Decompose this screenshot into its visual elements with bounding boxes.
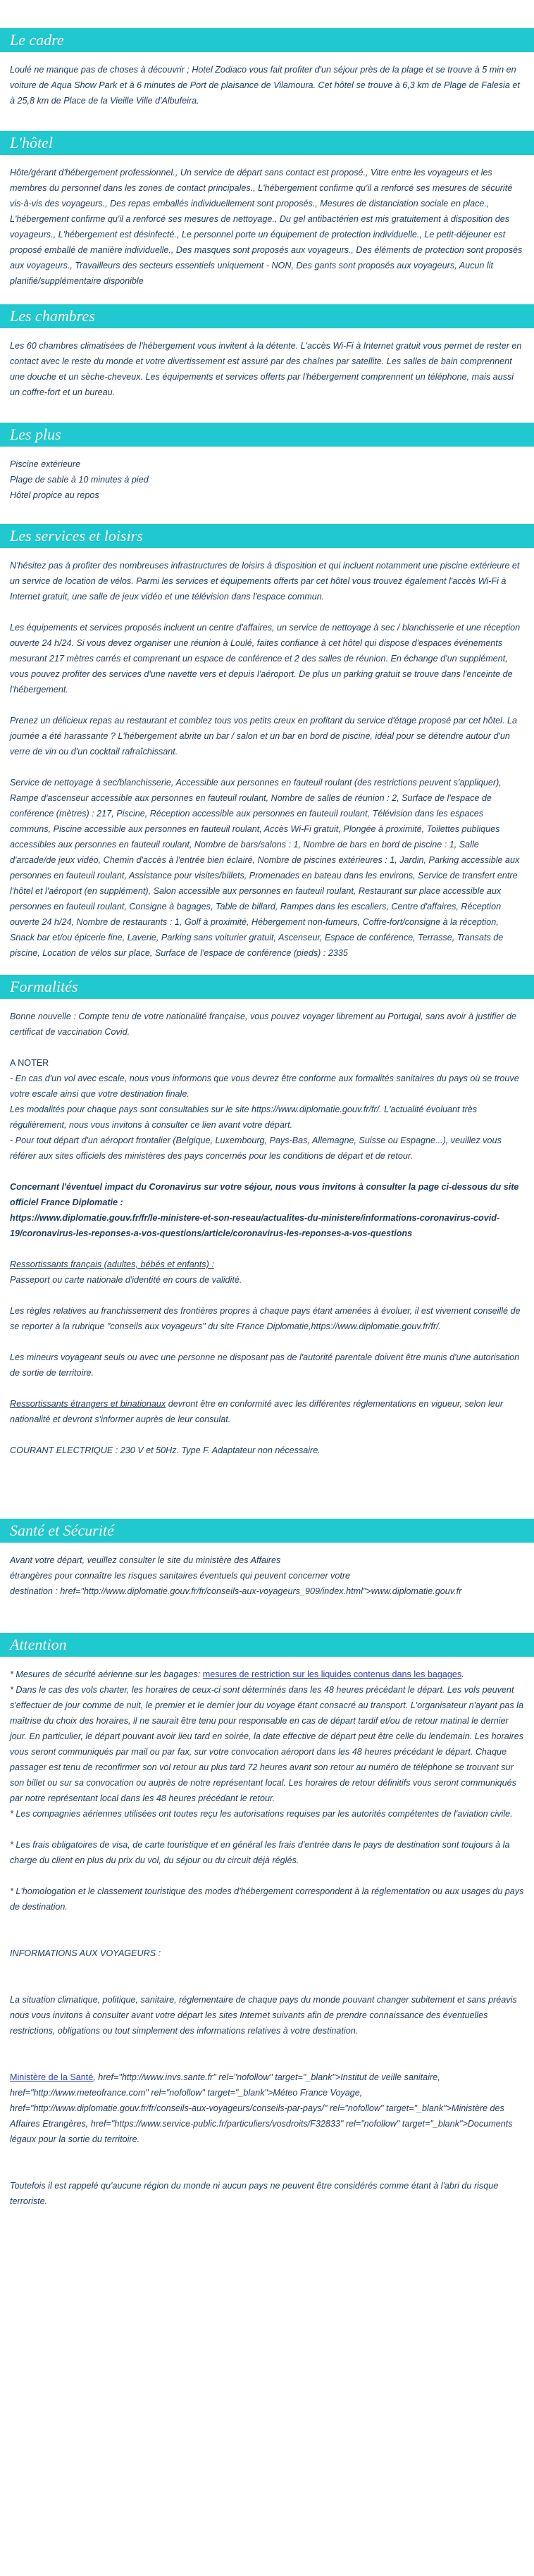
section-header-services: Les services et loisirs (0, 524, 534, 548)
mineurs-notice: Les mineurs voyageant seuls ou avec une personne ne disposant pas de l'autorité parentale doivent être munis d'une autorisation de sortie de territoire. (10, 1352, 520, 1378)
section-header-hotel: L'hôtel (0, 131, 534, 155)
ressortissants-francais-title: Ressortissants français (adultes, bébés et enfants) : (10, 1259, 214, 1269)
plus-item: Plage de sable à 10 minutes à pied (10, 475, 149, 485)
plus-item: Hôtel propice au repos (10, 490, 99, 500)
ministere-sante-link[interactable]: Ministère de la Santé (10, 2072, 94, 2082)
section-header-cadre: Le cadre (0, 28, 534, 52)
formalites-intro: Bonne nouvelle : Compte tenu de votre nationalité française, vous pouvez voyager librement au Portugal, sans avoir à justifier de certificat de vaccination Covid. (10, 1012, 516, 1037)
plus-item: Piscine extérieure (10, 459, 81, 469)
infos-voyageurs-title: INFORMATIONS AUX VOYAGEURS : (10, 1948, 161, 1958)
liens-utiles: Ministère de la Santé, href="http://www.invs.sante.fr" rel="nofollow" target="_blank">Institut de veille sanitaire, href="http://www.meteofrance.com" rel="nofollow" target="_blank">Méteo France Voyage, href="http://www.diplomatie.gouv.fr/fr/conseils-aux-voyageurs/conseils-par-pays/" rel="nofollow" target="_blank">Ministère des Affaires Etrangères, href="https://www.service-public.fr/particuliers/vosdroits/F32833" rel="nofollow" target="_blank">Documents légaux pour la sortie du territoire. (10, 2072, 513, 2144)
ressortissants-etrangers-text: devront être en conformité avec les différentes réglementations en vigueur, selon leur nationalité et devront s'informer auprès de leur consulat. (10, 1399, 504, 1424)
hotel-text: Hôte/gérant d'hébergement professionnel., Un service de départ sans contact est proposé., Vitre entre les voyageurs et les membres du personnel dans les zones de contact principales., L'hébergement confirme qu'il a renforcé ses mesures de sécurité vis-à-vis des voyageurs., Des repas emballés individuellement sont proposés., Mesures de distanciation sociale en place., L'hébergement confirme qu'il a renforcé ses mesures de nettoyage., Du gel antibactérien est mis gratuitement à disposition des voyageurs., L'hébergement est désinfecté., Le personnel porte un équipement de protection individuelle., Le petit-déjeuner est proposé emballé de manière individuelle., Des masques sont proposés aux voyageurs., Des éléments de protection sont proposés aux voyageurs., Travailleurs des secteurs essentiels uniquement - NON, Des gants sont proposés aux voyageurs, Aucun lit planifié/supplémentaire disponible (10, 168, 523, 286)
section-header-attention: Attention (0, 1633, 534, 1657)
chambres-text: Les 60 chambres climatisées de l'hébergement vous invitent à la détente. L'accès Wi-Fi à Internet gratuit vous permet de rester en contact avec le reste du monde et votre divertissement est assuré par des chaînes par satellite. Les salles de bain comprennent une douche et un sèche-cheveux. Les équipements et services offerts par l'hébergement comprennent un téléphone, mais aussi un coffre-fort et un bureau. (10, 341, 522, 397)
regles-frontieres: Les règles relatives au franchissement des frontières propres à chaque pays étant amenées à évoluer, il est vivement conseillé de se reporter à la rubrique "conseils aux voyageurs" du site France Diplomatie,https://www.diplomatie.gouv.fr/fr/. (10, 1306, 521, 1331)
section-header-chambres: Les chambres (0, 304, 534, 328)
section-cadre (0, 28, 534, 108)
ressortissants-etrangers-title: Ressortissants étrangers et binationaux (10, 1399, 166, 1409)
ressortissants-etrangers (10, 1396, 524, 1427)
section-hotel (0, 131, 534, 289)
section-sante (0, 1519, 534, 1599)
a-noter-item-1: - En cas d'un vol avec escale, nous vous informons que vous devrez être conforme aux formalités sanitaires du pays où se trouve votre escale ainsi que votre destination finale. (10, 1074, 519, 1099)
services-paragraph-3: Prenez un délicieux repas au restaurant et comblez tous vos petits creux en profitant du service d'étage proposé par cet hôtel. La journée a été harassante ? L'hébergement abrite un bar / salon et un bar en bord de piscine, idéal pour se détendre autour d'un verre de vin ou d'un cocktail rafraîchissant. (10, 716, 517, 757)
section-formalites (0, 975, 534, 1458)
a-noter-item-2: Les modalités pour chaque pays sont consultables sur le site https://www.diplomatie.gouv.fr/fr/. L'actualité évoluant très régulièrement, nous vous invitons à consulter ce lien avant votre départ. (10, 1105, 477, 1130)
bagages-notice: * Mesures de sécurité aérienne sur les bagages: mesures de restriction sur les liquides contenus dans les bagages. (10, 1669, 464, 1679)
frais-notice: * Les frais obligatoires de visa, de carte touristique et en général les frais d'entrée dans le pays de destination sont toujours à la charge du client en plus du prix du vol, du séjour ou du circuit déjà réglés. (10, 1840, 510, 1865)
terrorisme-notice: Toutefois il est rappelé qu'aucune région du monde ni aucun pays ne peuvent être considérés comme étant à l'abri du risque terroriste. (10, 2181, 499, 2206)
coronavirus-notice: Concernant l'éventuel impact du Coronavirus sur votre séjour, nous vous invitons à consulter la page ci-dessous du site officiel France Diplomatie : https://www.diplomatie.gouv.fr/fr/le-ministere-et-son-reseau/actualites-du-ministere/informations-coronavirus-covid-19/coronavirus-les-reponses-a-vos-questions/article/coronavirus-les-reponses-a-vos-questions (10, 1182, 519, 1238)
courant-electrique: COURANT ELECTRIQUE : 230 V et 50Hz. Type F. Adaptateur non nécessaire. (10, 1445, 321, 1455)
compagnies-notice: * Les compagnies aériennes utilisées ont toutes reçu les autorisations requises par les autorités compétentes de l'aviation civile. (10, 1809, 513, 1819)
a-noter-title: A NOTER (10, 1058, 49, 1068)
services-paragraph-1: N'hésitez pas à profiter des nombreuses infrastructures de loisirs à disposition et qui incluent notamment une piscine extérieure et un service de location de vélos. Parmi les services et équipements offerts par cet hôtel vous trouvez également l'accès Wi-Fi à Internet gratuit, une salle de jeux vidéo et une télévision dans l'espace commun. (10, 561, 520, 602)
sante-text: Avant votre départ, veuillez consulter le site du ministère des Affaires étrangères pour connaître les risques sanitaires éventuels qui peuvent concerner votre destination : href="http://www.diplomatie.gouv.fr/fr/conseils-aux-voyageurs_909/index.html">www.diplomatie.gouv.fr (10, 1555, 462, 1596)
ressortissants-francais-text: Passeport ou carte nationale d'identité en cours de validité. (10, 1275, 242, 1285)
section-header-formalites: Formalités (0, 975, 534, 999)
homologation-notice: * L'homologation et le classement touristique des modes d'hébergement correspondent à la réglementation ou aux usages du pays de destination. (10, 1886, 524, 1912)
services-paragraph-4: Service de nettoyage à sec/blanchisserie, Accessible aux personnes en fauteuil roulant (des restrictions peuvent s'appliquer), Rampe d'ascenseur accessible aux personnes en fauteuil roulant, Nombre de salles de réunion : 2, Surface de l'espace de conférence (mètres) : 217, Piscine, Réception accessible aux personnes en fauteuil roulant, Télévision dans les espaces communs, Piscine accessible aux personnes en fauteuil roulant, Accès Wi-Fi gratuit, Plongée à proximité, Toilettes publiques accessibles aux personnes en fauteuil roulant, Nombre de bars/salons : 1, Nombre de bars en bord de piscine : 1, Salle d'arcade/de jeux vidéo, Chemin d'accès à l'entrée bien éclairé, Nombre de piscines extérieures : 1, Jardin, Parking accessible aux personnes en fauteuil roulant, Assistance pour visites/billets, Promenades en bateau dans les environs, Service de transfert entre l'hôtel et l'aéroport (en supplément), Salon accessible aux personnes en fauteuil roulant, Restaurant sur place accessible aux personnes en fauteuil roulant, Consigne à bagages, Table de billard, Rampes dans les escaliers, Centre d'affaires, Réception ouverte 24 h/24, Nombre de restaurants : 1, Golf à proximité, Hébergement non-fumeurs, Coffre-fort/consigne à la réception, Snack bar et/ou épicerie fine, Laverie, Parking sans voiturier gratuit, Ascenseur, Espace de conférence, Terrasse, Transats de piscine, Location de vélos sur place, Surface de l'espace de conférence (pieds) : 2335 (10, 778, 520, 958)
section-plus (0, 423, 534, 503)
section-header-sante: Santé et Sécurité (0, 1519, 534, 1543)
section-chambres (0, 304, 534, 400)
bagages-restriction-link[interactable]: mesures de restriction sur les liquides contenus dans les bagages (202, 1669, 462, 1679)
section-attention (0, 1633, 534, 2209)
situation-notice: La situation climatique, politique, sanitaire, réglementaire de chaque pays du monde pouvant changer subitement et sans préavis nous vous invitons à consulter avant votre départ les sites Internet suivants afin de prendre connaissance des éventuelles restrictions, obligations ou tout simplement des informations relatives à votre destination. (10, 1995, 517, 2036)
services-paragraph-2: Les équipements et services proposés incluent un centre d'affaires, un service de nettoyage à sec / blanchisserie et une réception ouverte 24 h/24. Si vous devez organiser une réunion à Loulé, faites confiance à cet hôtel qui dispose d'espaces événements mesurant 217 mètres carrés et comprenant un espace de conférence et 2 des salles de réunion. En échange d'un supplément, vous pouvez profiter des services d'une navette vers et depuis l'aéroport. De plus un parking gratuit se trouve dans l'enceinte de l'hébergement. (10, 623, 521, 695)
cadre-text: Loulé ne manque pas de choses à découvrir ; Hotel Zodiaco vous fait profiter d'un séjour près de la plage et se trouve à 5 min en voiture de Aqua Show Park et à 6 minutes de Port de plaisance de Vilamoura. Cet hôtel se trouve à 6,3 km de Plage de Falesia et à 25,8 km de Place de la Vieille Ville d'Albufeira. (10, 65, 520, 106)
a-noter-item-3: - Pour tout départ d'un aéroport frontalier (Belgique, Luxembourg, Pays-Bas, Allemagne, Suisse ou Espagne...), veuillez vous référer aux sites officiels des ministères des pays concernés pour les conditions de départ et de retour. (10, 1135, 502, 1161)
charter-notice: * Dans le cas des vols charter, les horaires de ceux-ci sont déterminés dans les 48 heures précédant le départ. Les vols peuvent s'effectuer de jour comme de nuit, le premier et le dernier jour du voyage étant consacré au transport. L'organisateur n'ayant pas la maîtrise du choix des horaires, il ne saurait être tenu pour responsable en cas de départ tardif et/ou de retour matinal le dernier jour. En particulier, le départ pouvant avoir lieu tard en soirée, la date effective de départ peut être celle du lendemain. Les horaires vous seront communiqués par mail ou par fax, sur votre convocation aéroport dans les 48 heures précédant le départ. Chaque passager est tenu de reconfirmer son vol retour au plus tard 72 heures avant son retour au numéro de téléphone se trouvant sur son billet ou sur sa convocation ou auprès de notre représentant local. Les horaires de retour définitifs vous seront communiqués par notre représentant local dans les 48 heures précédant le retour. (10, 1685, 524, 1803)
section-header-plus: Les plus (0, 423, 534, 447)
section-services (0, 524, 534, 961)
